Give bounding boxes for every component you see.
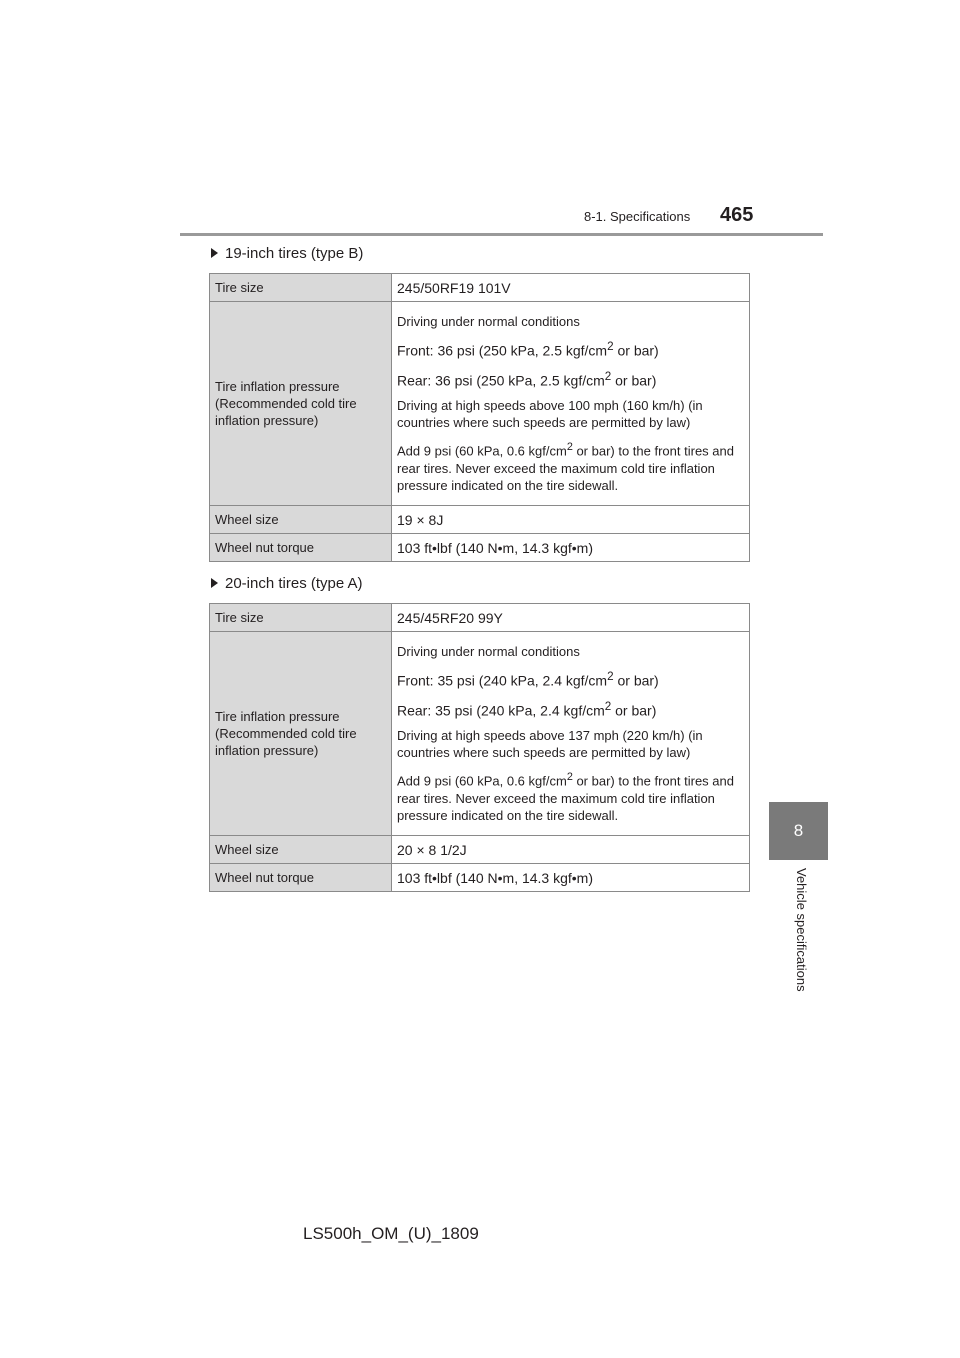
front-pressure-unit: or bar) xyxy=(613,672,659,689)
tire-size-label: Tire size xyxy=(210,274,392,302)
add-pressure-text-end: or bar) to the front tires and xyxy=(572,773,734,789)
superscript: 2 xyxy=(566,441,573,454)
wheel-size-label: Wheel size xyxy=(210,506,392,534)
add-pressure-line: pressure indicated on the tire sidewall. xyxy=(397,477,619,493)
wheel-nut-torque-value: 103 ft•lbf (140 N•m, 14.3 kgf•m) xyxy=(392,864,750,892)
chapter-number: 8 xyxy=(793,821,804,840)
heading-text: 20-inch tires (type A) xyxy=(225,575,363,592)
front-pressure-text: Front: 35 psi (240 kPa, 2.4 kgf/cm xyxy=(397,672,608,689)
superscript: 2 xyxy=(604,369,612,383)
tire-spec-table-19inch xyxy=(209,273,750,562)
wheel-nut-torque-value: 103 ft•lbf (140 N•m, 14.3 kgf•m) xyxy=(392,534,750,562)
superscript: 2 xyxy=(604,699,612,713)
superscript: 2 xyxy=(607,670,614,684)
tire-size-value: 245/50RF19 101V xyxy=(392,274,750,302)
front-pressure-text: Front: 36 psi (250 kPa, 2.5 kgf/cm xyxy=(397,342,608,359)
add-pressure-line xyxy=(397,439,744,459)
high-speed-line: countries where such speeds are permitted by law) xyxy=(397,745,691,761)
tire-size-label: Tire size xyxy=(210,604,392,632)
high-speed-line: Driving at high speeds above 100 mph (160 km/h) (in xyxy=(397,398,703,414)
rear-pressure-text: Rear: 35 psi (240 kPa, 2.4 kgf/cm xyxy=(397,702,605,719)
heading-text: 19-inch tires (type B) xyxy=(225,245,364,262)
front-pressure xyxy=(397,338,744,360)
header-divider xyxy=(180,233,823,236)
add-pressure-line: pressure indicated on the tire sidewall. xyxy=(397,807,619,823)
superscript: 2 xyxy=(566,771,573,784)
table-row xyxy=(210,604,750,632)
table-row xyxy=(210,864,750,892)
tire-size-value: 245/45RF20 99Y xyxy=(392,604,750,632)
add-pressure-text-end: or bar) to the front tires and xyxy=(572,443,734,459)
pressure-label-line: inflation pressure) xyxy=(215,413,319,428)
table-row xyxy=(210,632,750,836)
section-heading-20inch xyxy=(211,575,363,592)
wheel-size-value: 19 × 8J xyxy=(392,506,750,534)
table-row xyxy=(210,302,750,506)
page-number: 465 xyxy=(720,204,754,226)
section-heading-19inch xyxy=(211,245,363,262)
pressure-value xyxy=(392,632,750,836)
high-speed-line: Driving at high speeds above 137 mph (220 km/h) (in xyxy=(397,728,703,744)
rear-pressure xyxy=(397,368,744,390)
normal-conditions-title: Driving under normal conditions xyxy=(397,314,580,330)
pressure-label xyxy=(210,302,392,506)
add-pressure-text: Add 9 psi (60 kPa, 0.6 kgf/cm xyxy=(397,773,567,789)
add-pressure-line xyxy=(397,769,744,789)
wheel-size-label: Wheel size xyxy=(210,836,392,864)
rear-pressure-unit: or bar) xyxy=(611,372,657,389)
rear-pressure-unit: or bar) xyxy=(611,702,657,719)
pressure-label-line: Tire inflation pressure xyxy=(215,709,340,724)
superscript: 2 xyxy=(607,340,614,354)
pressure-label-line: (Recommended cold tire xyxy=(215,726,357,741)
add-pressure-line: rear tires. Never exceed the maximum cold tire inflation xyxy=(397,460,715,476)
table-row xyxy=(210,506,750,534)
wheel-size-value: 20 × 8 1/2J xyxy=(392,836,750,864)
triangle-bullet-icon xyxy=(211,578,218,588)
front-pressure xyxy=(397,668,744,690)
pressure-label-line: Tire inflation pressure xyxy=(215,379,340,394)
add-pressure-text: Add 9 psi (60 kPa, 0.6 kgf/cm xyxy=(397,443,567,459)
tire-spec-table-20inch xyxy=(209,603,750,892)
front-pressure-unit: or bar) xyxy=(613,342,659,359)
high-speed-line: countries where such speeds are permitted by law) xyxy=(397,415,691,431)
pressure-label xyxy=(210,632,392,836)
pressure-label-line: inflation pressure) xyxy=(215,743,319,758)
chapter-tab[interactable] xyxy=(769,802,828,860)
normal-conditions-title: Driving under normal conditions xyxy=(397,644,580,660)
table-row xyxy=(210,836,750,864)
wheel-nut-torque-label: Wheel nut torque xyxy=(210,864,392,892)
add-pressure-line: rear tires. Never exceed the maximum cold tire inflation xyxy=(397,790,715,806)
triangle-bullet-icon xyxy=(211,248,218,258)
table-row xyxy=(210,274,750,302)
wheel-nut-torque-label: Wheel nut torque xyxy=(210,534,392,562)
document-code: LS500h_OM_(U)_1809 xyxy=(303,1224,479,1243)
pressure-value xyxy=(392,302,750,506)
section-label: 8-1. Specifications xyxy=(584,209,691,224)
rear-pressure xyxy=(397,698,744,720)
pressure-label-line: (Recommended cold tire xyxy=(215,396,357,411)
rear-pressure-text: Rear: 36 psi (250 kPa, 2.5 kgf/cm xyxy=(397,372,605,389)
table-row xyxy=(210,534,750,562)
chapter-title: Vehicle specifications xyxy=(794,868,809,992)
